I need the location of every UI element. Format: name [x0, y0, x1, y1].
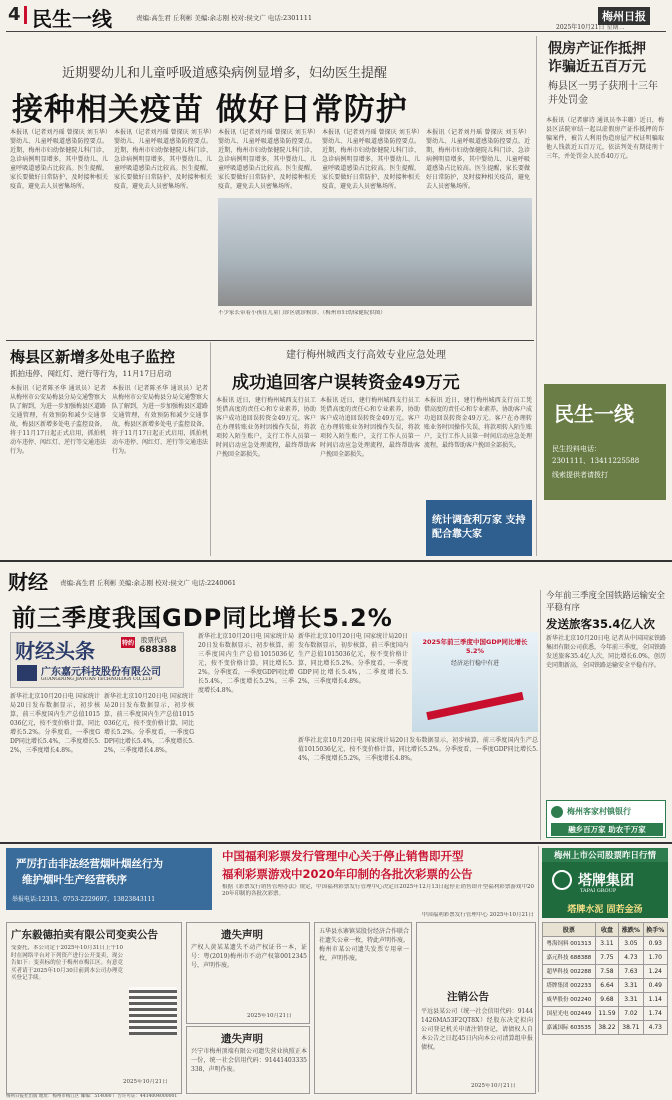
story1-col2: 本报讯（记者刘丹瑶 曾探庆 刘玉华）婴幼儿、儿童呼吸道感染防控要点。近期，梅州市妇幼保健院儿科门诊、急诊病例明显增多，其中婴幼儿、儿童呼吸道感染占比较高。医生提醒，家长要做好日常防护，及时接种相关疫苗，避免去人员密集场所。 [114, 129, 212, 190]
story2-headline: 梅县区新增多处电子监控 [10, 348, 176, 366]
gdp-chart-subtitle: 经济运行稳中有进 [450, 660, 499, 667]
sidebar-promo [544, 384, 666, 500]
tobacco-banner [6, 848, 212, 910]
gdp-logo-title: 财经头条 [15, 639, 95, 663]
gdp-stock-code: 688388 [139, 645, 177, 655]
stock-row [543, 965, 668, 979]
stock-value-cell: 38.22 [595, 1021, 619, 1035]
top-header [0, 0, 672, 30]
notice5-date: 2025年10月21日 [471, 1083, 516, 1089]
story2-col2: 本报讯（记者陈圣华 通讯员）记者从梅州市公安局梅县分局交通警察大队了解到，为进一步加强梅县区道路交通管理，有效预防和减少交通事故，梅县区新增多处电子监控设备，将于11月17日起正式启用，抓拍机动车违停、闯红灯、逆行等交通违法行为。 [112, 385, 208, 455]
transport-headline-top: 今年前三季度全国铁路运输安全平稳有序 [546, 591, 666, 613]
lottery-text: 根据《彩票发行销售管理办法》规定，中国福利彩票发行管理中心决定自2025年12月13日起停止销售即开型福利彩票游戏中2020年印制的各批次彩票。 [222, 884, 534, 897]
notice3 [186, 1026, 310, 1094]
company-logo-icon [17, 665, 37, 681]
stock-row [543, 1021, 668, 1035]
stock-value-cell: 1.14 [643, 993, 667, 1007]
notice4 [314, 922, 412, 1094]
stock-value-cell: 7.75 [595, 951, 619, 965]
notice5 [416, 922, 536, 1094]
stock-name-cell: 国星光电 002449 [543, 1007, 596, 1021]
gdp-col1: 新华社北京10月20日电 国家统计局20日发布数据显示，初步核算，前三季度国内生产总值1015036亿元，按不变价格计算，同比增长5.2%。分季度看，一季度GDP同比增长5.4%，二季度增长5.2%，三季度增长4.8%。 [10, 693, 100, 754]
finance-section-title: 财经 [8, 570, 48, 594]
notice1-text: 受委托，本公司定于2025年10月31日上午10时在网络平台对下列资产进行公开变卖，现公告如下：变卖标的位于梅州市梅江区。有意竞买者请于2025年10月30日前到本公司办理竞买登记手续。 [11, 945, 123, 981]
stock-value-cell: 6.64 [595, 979, 619, 993]
stock-row [543, 993, 668, 1007]
tapai-brand-box [542, 862, 668, 918]
bank-slogan: 融乡百万家 助农千万家 [551, 823, 663, 836]
promo-slogan: 线索提供者请拨打 [552, 471, 608, 479]
stock-col-header: 收盘 [595, 923, 619, 937]
notice3-text: 兴宁市梅州顶端有限公司遗失营业执照正本一份，统一社会信用代码：91441403335338，声明作废。 [191, 1048, 307, 1073]
notice1-date: 2025年10月21日 [123, 1079, 168, 1085]
paper-name: 梅州日报 [598, 7, 650, 25]
bank-logo-icon [551, 806, 563, 818]
tobacco-slogan1: 严厉打击非法经营烟叶烟丝行为 [16, 858, 163, 870]
sidebar-headline: 假房产证作抵押 诈骗近五百万元 [548, 41, 646, 75]
gdp-logo-box [10, 632, 184, 688]
stats-banner [426, 500, 532, 556]
notice2-date: 2025年10月21日 [247, 1013, 292, 1019]
bank-ad [546, 800, 666, 838]
gdp-company-cn: 广东嘉元科技股份有限公司 [41, 667, 161, 678]
gdp-chart-title: 2025年前三季度中国GDP同比增长5.2% [422, 638, 528, 655]
story1-headline: 接种相关疫苗 做好日常防护 [12, 92, 408, 128]
stock-value-cell: 9.68 [595, 993, 619, 1007]
gdp-chart [412, 632, 538, 732]
story1-col4: 本报讯（记者刘丹瑶 曾探庆 刘玉华）婴幼儿、儿童呼吸道感染防控要点。近期，梅州市妇幼保健院儿科门诊、急诊病例明显增多，其中婴幼儿、儿童呼吸道感染占比较高。医生提醒，家长要做好日常防护，及时接种相关疫苗，避免去人员密集场所。 [322, 129, 420, 190]
gdp-headline: 前三季度我国GDP同比增长5.2% [12, 604, 393, 632]
stock-name-cell: 嘉诚国际 603535 [543, 1021, 596, 1035]
notice2-text: 产权人黄某某遗失不动产权证书一本，证号：粤(2019)梅州市不动产权第0012345号，声明作废。 [191, 944, 307, 969]
stock-panel [542, 846, 668, 1094]
notice1-title: 广东毅德拍卖有限公司变卖公告 [11, 929, 158, 941]
notice4-text: 五华县水寨镇某股份经济合作联合社遗失公章一枚，特此声明作废。梅州市某公司遗失发票专用章一枚，声明作废。 [319, 928, 409, 962]
gdp-logo-tag: 特约 [121, 637, 135, 648]
editor-line: 责编:高生君 丘利彬 美编:余志刚 校对:侯文广 电话:2301111 [136, 14, 312, 22]
lottery-title1: 中国福利彩票发行管理中心关于停止销售即开型 [222, 849, 464, 863]
stock-panel-title: 梅州上市公司股票昨日行情 [542, 848, 668, 862]
stats-banner-text: 统计调查利万家 支持配合靠大家 [432, 515, 526, 540]
stock-row [543, 951, 668, 965]
stock-name-cell: 塔牌集团 002233 [543, 979, 596, 993]
stock-col-header: 股票 [543, 923, 596, 937]
promo-tel: 2301111、13411225588 [552, 457, 640, 465]
stock-value-cell: 3.31 [619, 979, 643, 993]
qr-code-icon[interactable] [129, 987, 177, 1035]
lottery-sign: 中国福利彩票发行管理中心 2025年10月21日 [421, 912, 534, 918]
story3-headline: 成功追回客户误转资金49万元 [232, 373, 460, 393]
finance-editor-line: 责编:高生君 丘利彬 美编:余志刚 校对:侯文广 电话:2240061 [60, 579, 236, 587]
section-title: 民生一线 [32, 7, 112, 30]
promo-title: 民生一线 [554, 402, 634, 426]
stock-table [542, 922, 668, 1035]
gdp-col2: 新华社北京10月20日电 国家统计局20日发布数据显示，初步核算，前三季度国内生产总值1015036亿元，按不变价格计算，同比增长5.2%。分季度看，一季度GDP同比增长5.4%，二季度增长5.2%，三季度增长4.8%。 [104, 693, 194, 754]
gdp-col3: 新华社北京10月20日电 国家统计局20日发布数据显示，初步核算，前三季度国内生产总值1015036亿元，按不变价格计算，同比增长5.2%。分季度看，一季度GDP同比增长5.4%，二季度增长5.2%，三季度增长4.8%。 [198, 633, 294, 694]
notice5-text: 平远县某公司（统一社会信用代码：91441426MA53F2QT8X）经股东决定拟向公司登记机关申请注销登记，请债权人自本公告之日起45日内向本公司清算组申报债权。 [421, 1008, 533, 1051]
stock-value-cell: 3.05 [619, 937, 643, 951]
tapai-brand: 塔牌集团 [578, 873, 634, 889]
lottery-title2: 福利彩票游戏中2020年印制的各批次彩票的公告 [222, 867, 473, 881]
story3-col2: 本报讯 近日，建行梅州城西支行员工凭借高度的责任心和专业素养，协助客户成功追回误转资金49万元。客户在办理转账业务时因操作失误，将款项转入陌生账户，支行工作人员第一时间启动应急处理流程，最终帮助客户挽回全部损失。 [320, 397, 420, 458]
stock-value-cell: 7.63 [619, 965, 643, 979]
stock-name-cell: 粤海饲料 001313 [543, 937, 596, 951]
story2-col1: 本报讯（记者陈圣华 通讯员）记者从梅州市公安局梅县分局交通警察大队了解到，为进一步加强梅县区道路交通管理，有效预防和减少交通事故，梅县区新增多处电子监控设备，将于11月17日起正式启用，抓拍机动车违停、闯红灯、逆行等交通违法行为。 [10, 385, 106, 455]
gdp-stock-label: 股票代码 [141, 636, 167, 644]
tapai-slogan: 塔牌水泥 固若金汤 [567, 905, 643, 915]
notice5-title: 注销公告 [447, 991, 489, 1003]
notice1 [6, 922, 182, 1094]
story3-col3: 本报讯 近日，建行梅州城西支行员工凭借高度的责任心和专业素养，协助客户成功追回误转资金49万元。客户在办理转账业务时因操作失误，将款项转入陌生账户，支行工作人员第一时间启动应急处理流程，最终帮助客户挽回全部损失。 [424, 397, 532, 449]
gdp-col5: 新华社北京10月20日电 国家统计局20日发布数据显示，初步核算，前三季度国内生产总值1015036亿元，按不变价格计算，同比增长5.2%。分季度看，一季度GDP同比增长5.4%，二季度增长5.2%，三季度增长4.8%。 [298, 737, 538, 762]
story1-photo [218, 198, 532, 306]
tapai-logo-icon [552, 870, 572, 890]
stock-value-cell: 38.71 [619, 1021, 643, 1035]
stock-value-cell: 1.70 [643, 951, 667, 965]
page-number: 4 [8, 4, 21, 25]
stock-value-cell: 1.24 [643, 965, 667, 979]
stock-row [543, 1007, 668, 1021]
stock-value-cell: 7.02 [619, 1007, 643, 1021]
story1-lead: 本报讯（记者刘丹瑶 曾探庆 刘玉华）婴幼儿、儿童呼吸道感染防控要点。近期，梅州市妇幼保健院儿科门诊、急诊病例明显增多，其中婴幼儿、儿童呼吸道感染占比较高。医生提醒，家长要做好日常防护，及时接种相关疫苗，避免去人员密集场所。 [10, 129, 108, 190]
stock-value-cell: 0.49 [643, 979, 667, 993]
gdp-col4: 新华社北京10月20日电 国家统计局20日发布数据显示，初步核算，前三季度国内生产总值1015036亿元，按不变价格计算，同比增长5.2%。分季度看，一季度GDP同比增长5.4%，二季度增长5.2%，三季度增长4.8%。 [298, 633, 408, 685]
stock-name-cell: 嘉元科技 688388 [543, 951, 596, 965]
stock-value-cell: 11.59 [595, 1007, 619, 1021]
stock-value-cell: 1.74 [643, 1007, 667, 1021]
stock-name-cell: 超华科技 002288 [543, 965, 596, 979]
bank-name: 梅州客家村镇银行 [567, 807, 631, 816]
stock-col-header: 换手% [643, 923, 667, 937]
stock-col-header: 涨跌% [619, 923, 643, 937]
stock-value-cell: 3.31 [619, 993, 643, 1007]
story3-kicker: 建行梅州城西支行高效专业应急处理 [286, 350, 446, 361]
tobacco-tel: 举报电话:12313、0753-2229697、13823843111 [12, 896, 156, 903]
transport-text: 新华社北京10月20日电 记者从中国国家铁路集团有限公司获悉，今年前三季度，全国铁路发送旅客35.4亿人次，同比增长6.0%，创历史同期新高，全国铁路运输安全平稳有序。 [546, 635, 666, 669]
stock-value-cell: 3.11 [595, 937, 619, 951]
story2-subhead: 抓拍违停、闯红灯、逆行等行为，11月17日启动 [10, 369, 172, 378]
transport-headline: 发送旅客35.4亿人次 [546, 617, 655, 631]
notice3-title: 遗失声明 [221, 1033, 263, 1045]
stock-value-cell: 4.73 [619, 951, 643, 965]
stock-row [543, 937, 668, 951]
story1-photo-caption: 不少家长带着小孩在儿童门诊区就诊候诊。（梅州市妇幼保健院供图） [218, 310, 386, 316]
story1-kicker: 近期婴幼儿和儿童呼吸道感染病例显增多，妇幼医生提醒 [62, 66, 388, 81]
date-line: 2025年10月21日 星期二 [556, 24, 625, 30]
tapai-brand-en: TAPAI GROUP [580, 888, 617, 894]
sidebar-subhead: 梅县区一男子获刑十三年并处罚金 [548, 81, 658, 106]
stock-value-cell: 0.93 [643, 937, 667, 951]
notice2-title: 遗失声明 [221, 929, 263, 941]
sidebar-text: 本报讯（记者廖诗 通讯员李丰珊）近日，梅县区法院审结一起以虚假房产证作抵押的诈骗案件，被告人利用伪造房屋产权证明骗取他人钱款近五百万元，依法判处有期徒刑十三年，并处罚金人民币40万元。 [546, 117, 664, 160]
stock-name-cell: 威华股份 002240 [543, 993, 596, 1007]
story1-col5: 本报讯（记者刘丹瑶 曾探庆 刘玉华）婴幼儿、儿童呼吸道感染防控要点。近期，梅州市妇幼保健院儿科门诊、急诊病例明显增多，其中婴幼儿、儿童呼吸道感染占比较高。医生提醒，家长要做好日常防护，及时接种相关疫苗，避免去人员密集场所。 [426, 129, 530, 190]
stock-value-cell: 7.58 [595, 965, 619, 979]
gdp-company-en: GUANGDONG JIAYUAN TECHNOLOGY CO.,LTD [41, 677, 153, 682]
promo-tel-label: 民生投料电话： [552, 445, 601, 453]
stock-row [543, 979, 668, 993]
notice2 [186, 922, 310, 1024]
footer-text: 梅州日报社出版 地址：梅州市梅江区 邮编：514000 广告许可证：4414004000001 [6, 1094, 178, 1099]
story3-col1: 本报讯 近日，建行梅州城西支行员工凭借高度的责任心和专业素养，协助客户成功追回误转资金49万元。客户在办理转账业务时因操作失误，将款项转入陌生账户，支行工作人员第一时间启动应急处理流程，最终帮助客户挽回全部损失。 [216, 397, 316, 458]
story1-col3: 本报讯（记者刘丹瑶 曾探庆 刘玉华）婴幼儿、儿童呼吸道感染防控要点。近期，梅州市妇幼保健院儿科门诊、急诊病例明显增多，其中婴幼儿、儿童呼吸道感染占比较高。医生提醒，家长要做好日常防护，及时接种相关疫苗，避免去人员密集场所。 [218, 129, 316, 190]
stock-value-cell: 4.73 [643, 1021, 667, 1035]
gdp-chart-arrow [426, 692, 524, 720]
tobacco-slogan2: 维护烟叶生产经营秩序 [22, 874, 127, 886]
